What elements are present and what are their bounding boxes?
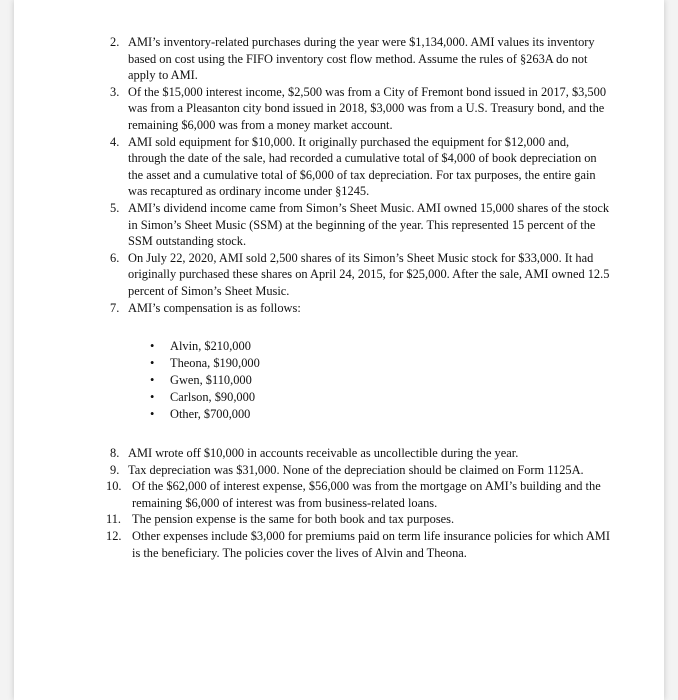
numbered-list-bottom (106, 445, 610, 561)
compensation-item (150, 389, 610, 406)
item-text: On July 22, 2020, AMI sold 2,500 shares of its Simon’s Sheet Music stock for $33,000. It had originally purchased these shares on April 24, 2015, for $25,000. After the sale, AMI owned 12.5 percent of Simon’s Sheet Music. (128, 250, 610, 298)
list-item (110, 300, 610, 317)
item-number: 6. (110, 250, 120, 265)
item-number: 7. (110, 300, 120, 315)
compensation-list (150, 338, 610, 423)
item-number: 8. (110, 446, 120, 461)
item-text: AMI sold equipment for $10,000. It originally purchased the equipment for $12,000 and, through the date of the sale, had recorded a cumulative total of $4,000 of book depreciation on the asset and a cumulative total of $6,000 of tax depreciation. For tax purposes, the entire gain was recaptured as ordinary income under §1245. (128, 134, 597, 199)
item-number: 3. (110, 84, 120, 99)
item-text: Other expenses include $3,000 for premiums paid on term life insurance policies for which AMI is the beneficiary. The policies cover the lives of Alvin and Theona. (132, 529, 610, 560)
document-content (106, 34, 610, 561)
compensation-item (150, 406, 610, 423)
compensation-item (150, 372, 610, 389)
list-item (110, 462, 610, 479)
compensation-item (150, 338, 610, 355)
item-number: 4. (110, 134, 120, 149)
document-page (14, 0, 664, 700)
list-item (110, 445, 610, 462)
item-number: 10. (106, 479, 122, 494)
list-item (110, 200, 610, 250)
item-text: Tax depreciation was $31,000. None of the depreciation should be claimed on Form 1125A. (128, 462, 584, 477)
bullet-icon: • (150, 407, 155, 422)
list-item (106, 528, 610, 561)
bullet-icon: • (150, 339, 155, 354)
numbered-list-top (110, 34, 610, 316)
item-number: 9. (110, 462, 120, 477)
item-text: AMI’s compensation is as follows: (128, 300, 301, 315)
item-text: Of the $15,000 interest income, $2,500 was from a City of Fremont bond issued in 2017, $3,500 was from a Pleasanton city bond issued in 2018, $3,000 was from a U.S. Treasury bond, and the remaining $6,000 was from a money market account. (128, 84, 607, 132)
item-text: Of the $62,000 of interest expense, $56,000 was from the mortgage on AMI’s building and the remaining $6,000 of interest was from business-related loans. (132, 479, 601, 510)
item-text: The pension expense is the same for both book and tax purposes. (132, 512, 455, 527)
bullet-icon: • (150, 373, 155, 388)
compensation-text: Theona, $190,000 (170, 356, 260, 371)
list-item (106, 511, 610, 528)
bullet-icon: • (150, 390, 155, 405)
item-text: AMI’s dividend income came from Simon’s Sheet Music. AMI owned 15,000 shares of the stock in Simon’s Sheet Music (SSM) at the beginning of the year. This represented 15 percent of the SSM outstanding stock. (128, 200, 610, 249)
list-item (106, 478, 610, 511)
compensation-text: Alvin, $210,000 (170, 339, 251, 354)
compensation-text: Other, $700,000 (170, 407, 251, 422)
item-number: 2. (110, 35, 120, 49)
item-text: AMI wrote off $10,000 in accounts receivable as uncollectible during the year. (128, 446, 519, 461)
compensation-text: Gwen, $110,000 (170, 373, 252, 388)
item-number: 11. (106, 512, 122, 527)
list-item (110, 134, 610, 200)
compensation-text: Carlson, $90,000 (170, 390, 256, 405)
compensation-item (150, 355, 610, 372)
list-item (110, 34, 610, 84)
item-number: 5. (110, 200, 120, 215)
list-item (110, 250, 610, 300)
list-item (110, 84, 610, 134)
bullet-icon: • (150, 356, 155, 371)
item-number: 12. (106, 529, 122, 544)
item-text: AMI’s inventory-related purchases during the year were $1,134,000. AMI values its inventory based on cost using the FIFO inventory cost flow method. Assume the rules of §263A do not apply to AMI. (128, 35, 595, 83)
